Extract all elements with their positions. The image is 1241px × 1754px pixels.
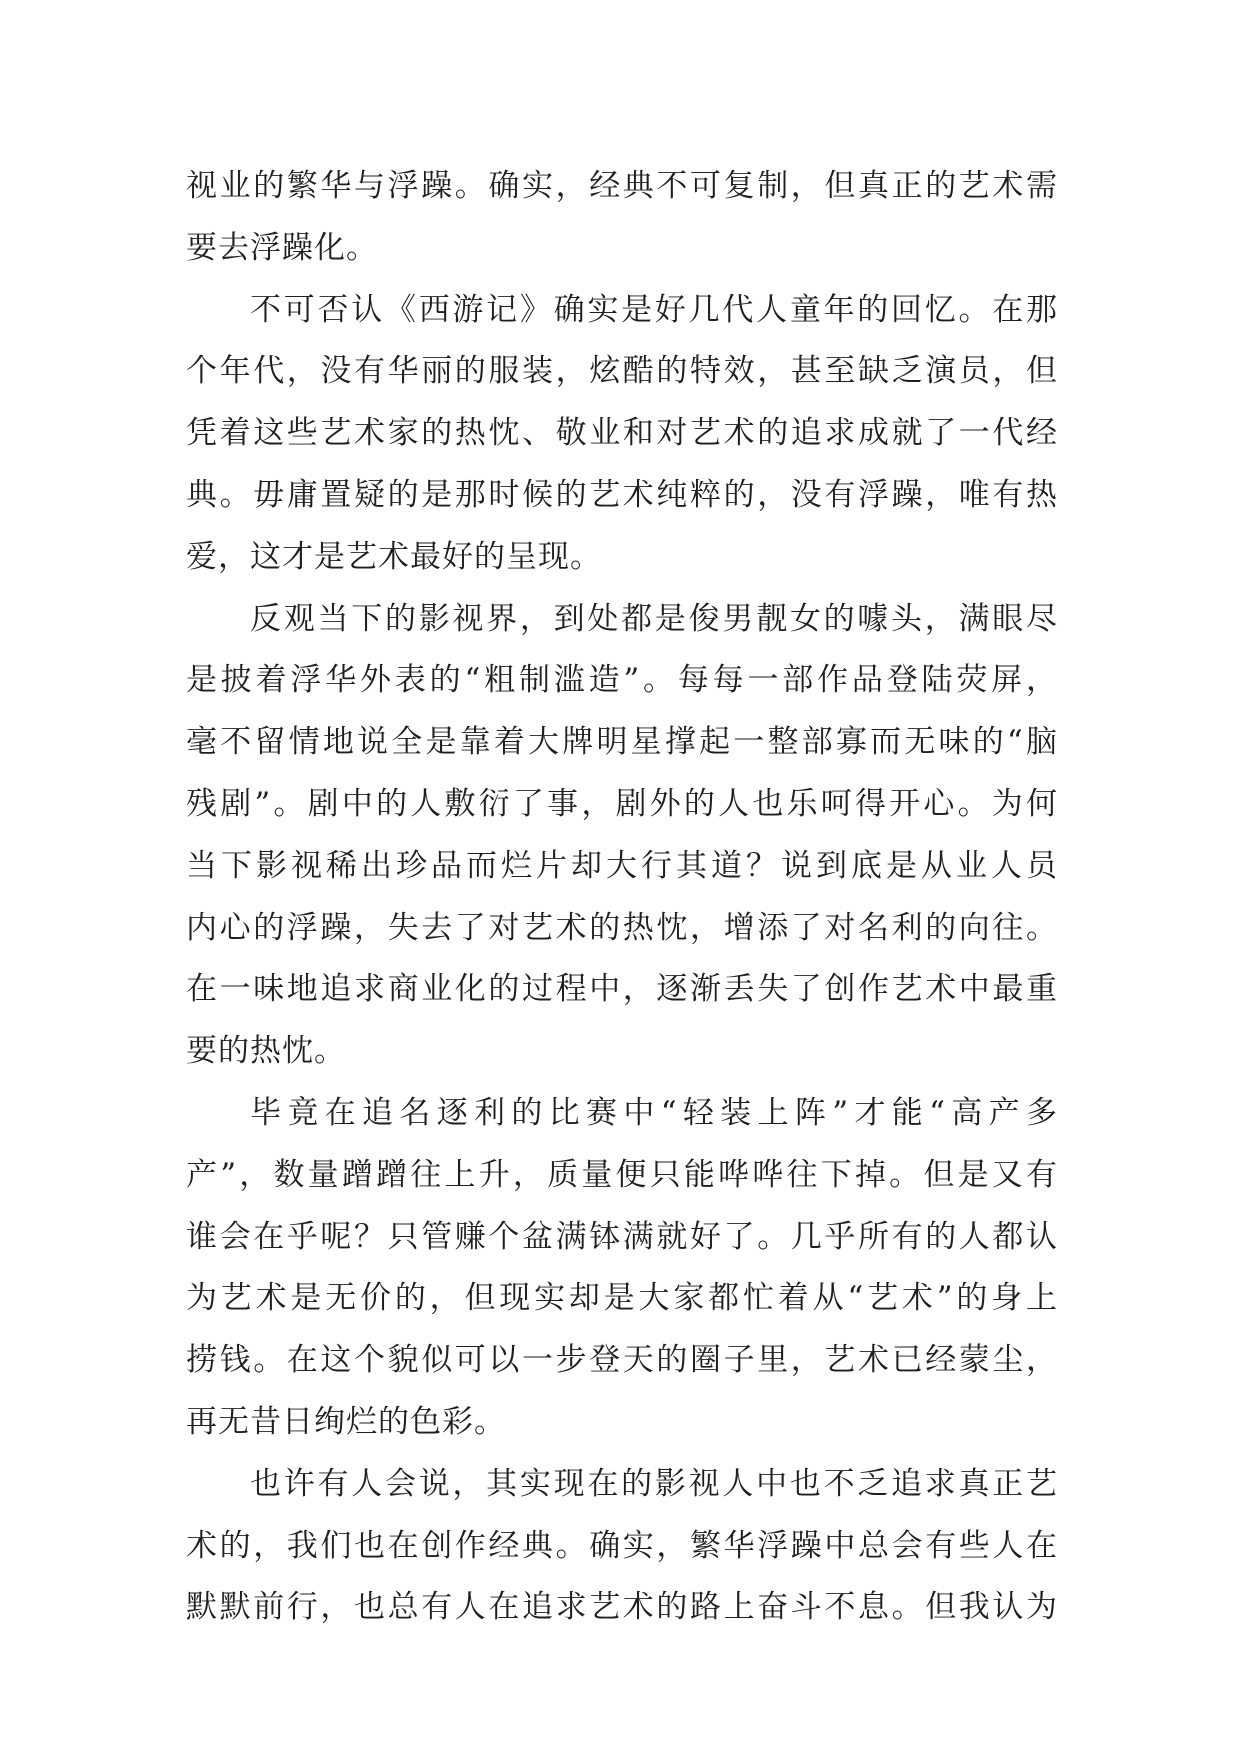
text-line: 当下影视稀出珍品而烂片却大行其道？说到底是从业人员 (186, 847, 1058, 884)
text-line: 要去浮躁化。 (186, 229, 378, 266)
body-text (186, 156, 1058, 1639)
text-line: 要的热忱。 (186, 1033, 346, 1070)
text-line: 也许有人会说，其实现在的影视人中也不乏追求真正艺 (250, 1465, 1058, 1502)
text-line: 捞钱。在这个貌似可以一步登天的圈子里，艺术已经蒙尘， (186, 1342, 1058, 1379)
text-line: 个年代，没有华丽的服装，炫酷的特效，甚至缺乏演员，但 (186, 353, 1058, 390)
text-line: 为艺术是无价的，但现实却是大家都忙着从“艺术”的身上 (186, 1280, 1058, 1317)
text-line: 产”，数量蹭蹭往上升，质量便只能哗哗往下掉。但是又有 (186, 1156, 1058, 1193)
text-line: 术的，我们也在创作经典。确实，繁华浮躁中总会有些人在 (186, 1527, 1058, 1564)
text-line: 毕竟在追名逐利的比赛中“轻装上阵”才能“高产多 (250, 1094, 1058, 1131)
paragraph (186, 280, 1058, 589)
text-line: 谁会在乎呢？只管赚个盆满钵满就好了。几乎所有的人都认 (186, 1218, 1058, 1255)
text-line: 毫不留情地说全是靠着大牌明星撑起一整部寡而无味的“脑 (186, 724, 1058, 761)
text-line: 默默前行，也总有人在追求艺术的路上奋斗不息。但我认为 (186, 1589, 1058, 1626)
text-line: 在一味地追求商业化的过程中，逐渐丢失了创作艺术中最重 (186, 971, 1058, 1008)
text-line: 是披着浮华外表的“粗制滥造”。每每一部作品登陆荧屏， (186, 662, 1058, 699)
paragraph (186, 1454, 1058, 1639)
text-line: 反观当下的影视界，到处都是俊男靓女的噱头，满眼尽 (250, 600, 1058, 637)
text-line: 典。毋庸置疑的是那时候的艺术纯粹的，没有浮躁，唯有热 (186, 476, 1058, 513)
paragraph (186, 1083, 1058, 1454)
text-line: 爱，这才是艺术最好的呈现。 (186, 538, 602, 575)
text-line: 内心的浮躁，失去了对艺术的热忱，增添了对名利的向往。 (186, 909, 1058, 946)
paragraph (186, 156, 1058, 280)
paragraph (186, 589, 1058, 1083)
text-line: 凭着这些艺术家的热忱、敬业和对艺术的追求成就了一代经 (186, 415, 1058, 452)
text-line: 再无昔日绚烂的色彩。 (186, 1403, 506, 1440)
text-line: 不可否认《西游记》确实是好几代人童年的回忆。在那 (250, 291, 1058, 328)
text-line: 视业的繁华与浮躁。确实，经典不可复制，但真正的艺术需 (186, 168, 1058, 204)
text-line: 残剧”。剧中的人敷衍了事，剧外的人也乐呵得开心。为何 (186, 785, 1058, 822)
